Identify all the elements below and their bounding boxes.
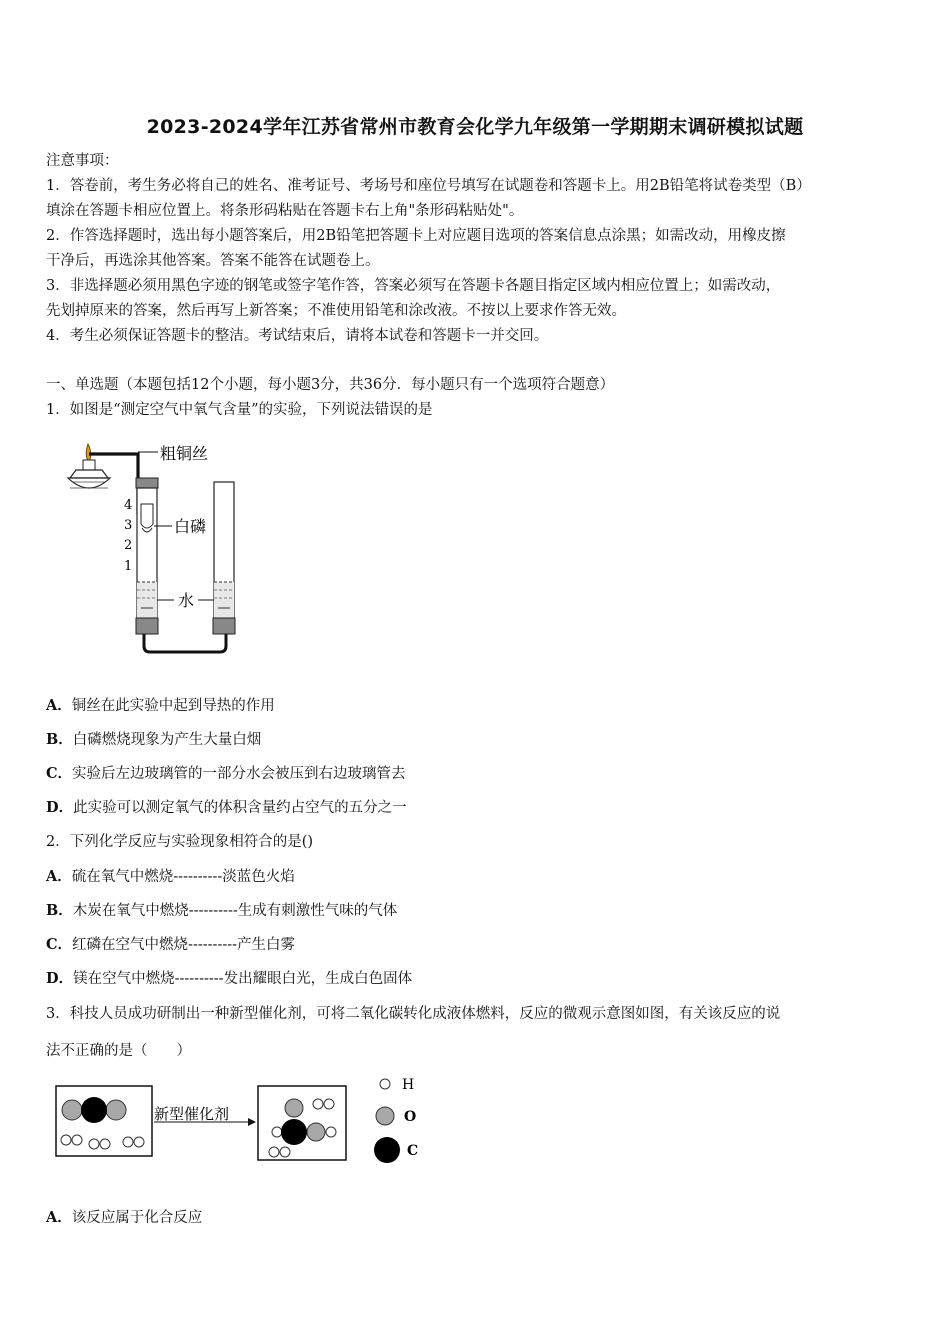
q3-option-a: A．该反应属于化合反应 bbox=[46, 1209, 203, 1226]
question-1-stem: 1．如图是“测定空气中氧气含量”的实验，下列说法错误的是 bbox=[46, 402, 433, 418]
notice-line: 4．考生必须保证答题卡的整洁。考试结束后，请将本试卷和答题卡一并交回。 bbox=[46, 328, 549, 344]
q2-option-d: D．镁在空气中燃烧----------发出耀眼白光，生成白色固体 bbox=[46, 970, 413, 987]
rubber-tube bbox=[144, 634, 226, 652]
q1-option-d: D．此实验可以测定氧气的体积含量约占空气的五分之一 bbox=[46, 799, 407, 816]
notice-line: 1．答卷前，考生务必将自己的姓名、准考证号、考场号和座位号填写在试题卷和答题卡上。用2B铅笔将试卷类型（B） bbox=[46, 178, 811, 194]
notice-line: 干净后，再选涂其他答案。答案不能答在试题卷上。 bbox=[46, 253, 380, 269]
notice-line: 2．作答选择题时，选出每小题答案后，用2B铅笔把答题卡上对应题目选项的答案信息点涂黑；如需改动，用橡皮擦 bbox=[46, 228, 786, 244]
q1-option-b: B．白磷燃烧现象为产生大量白烟 bbox=[46, 731, 262, 748]
question-3-stem-cont: 法不正确的是（ ） bbox=[46, 1043, 191, 1059]
legend-carbon-label: C bbox=[407, 1143, 419, 1159]
legend-oxygen-label: O bbox=[404, 1109, 417, 1125]
q1-option-c: C．实验后左边玻璃管的一部分水会被压到右边玻璃管去 bbox=[46, 765, 406, 782]
section-heading: 一、单选题（本题包括12个小题，每小题3分，共36分．每小题只有一个选项符合题意） bbox=[46, 377, 615, 393]
q2-option-c: C．红磷在空气中燃烧----------产生白雾 bbox=[46, 936, 296, 953]
q1-apparatus-figure bbox=[40, 432, 300, 662]
notice-line: 先划掉原来的答案，然后再写上新答案；不准使用铅笔和涂改液。不按以上要求作答无效。 bbox=[46, 303, 626, 319]
label-copper-wire: 粗铜丝 bbox=[160, 444, 209, 463]
notice-heading: 注意事项： bbox=[46, 153, 119, 169]
legend-hydrogen-icon bbox=[380, 1079, 390, 1089]
right-glass-tube bbox=[213, 482, 235, 634]
alcohol-lamp-icon bbox=[68, 444, 110, 488]
legend-oxygen-icon bbox=[376, 1107, 394, 1125]
scale-mark: 4 bbox=[124, 498, 133, 513]
left-glass-tube bbox=[136, 478, 158, 634]
scale-mark: 1 bbox=[124, 559, 133, 574]
legend bbox=[374, 1077, 418, 1163]
legend-hydrogen-label: H bbox=[402, 1077, 415, 1093]
scale-mark: 2 bbox=[124, 538, 133, 553]
notice-line: 3．非选择题必须用黑色字迹的钢笔或签字笔作答，答案必须写在答题卡各题目指定区域内相应位置上；如需改动， bbox=[46, 278, 781, 294]
legend-carbon-icon bbox=[374, 1137, 400, 1163]
q3-reaction-figure bbox=[50, 1070, 430, 1170]
label-white-phosphorus: 白磷 bbox=[174, 517, 207, 536]
page-title: 2023-2024学年江苏省常州市教育会化学九年级第一学期期末调研模拟试题 bbox=[146, 116, 804, 138]
question-3-stem: 3．科技人员成功研制出一种新型催化剂，可将二氧化碳转化成液体燃料，反应的微观示意图如图，有关该反应的说 bbox=[46, 1006, 781, 1022]
arrow-label: 新型催化剂 bbox=[154, 1105, 230, 1123]
notice-line: 填涂在答题卡相应位置上。将条形码粘贴在答题卡右上角"条形码粘贴处"。 bbox=[46, 203, 524, 219]
co2-molecule bbox=[62, 1097, 126, 1123]
q2-option-a: A．硫在氧气中燃烧----------淡蓝色火焰 bbox=[46, 868, 295, 885]
arrow-head-icon bbox=[248, 1118, 256, 1126]
q1-option-a: A．铜丝在此实验中起到导热的作用 bbox=[46, 697, 275, 714]
question-2-stem: 2．下列化学反应与实验现象相符合的是() bbox=[46, 834, 314, 850]
scale-mark: 3 bbox=[124, 518, 133, 533]
label-water: 水 bbox=[178, 591, 195, 610]
q2-option-b: B．木炭在氧气中燃烧----------生成有刺激性气味的气体 bbox=[46, 902, 398, 919]
